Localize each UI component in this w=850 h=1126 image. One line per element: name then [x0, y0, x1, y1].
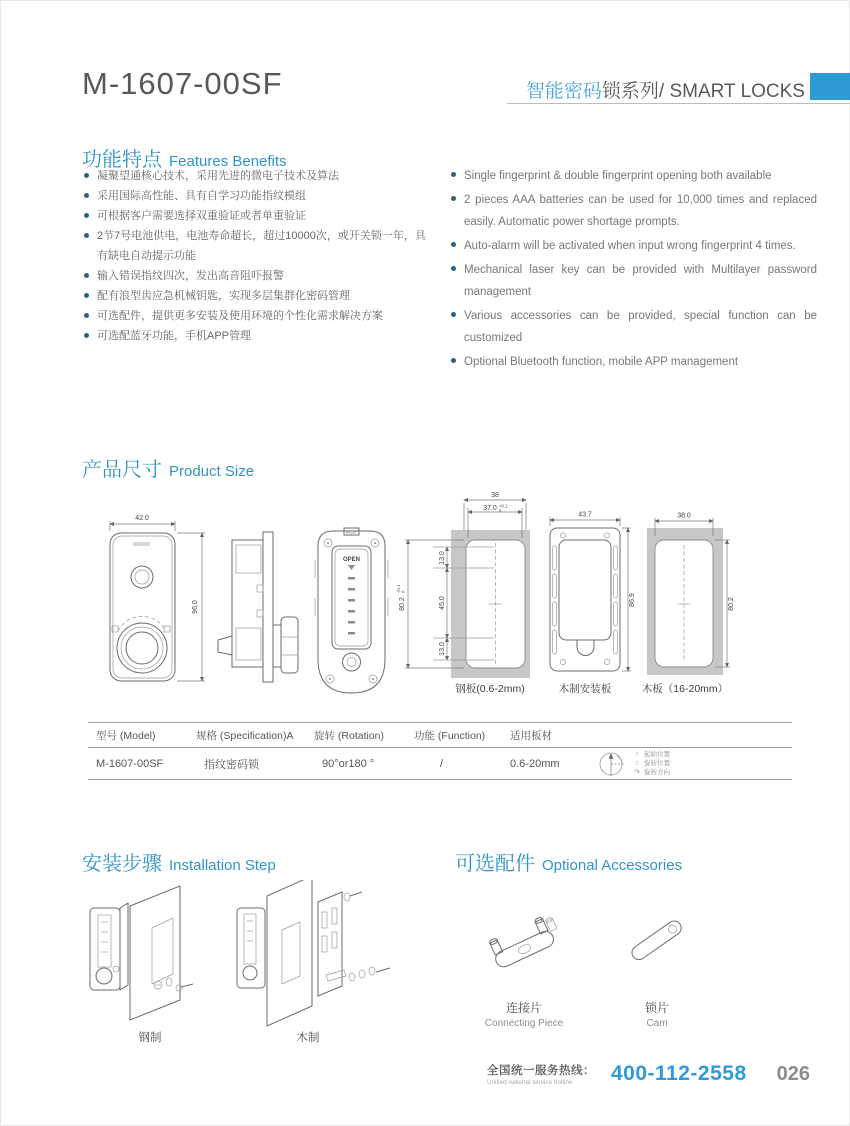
- rotation-legend-items: [633, 750, 670, 777]
- column-header: 旋转 (Rotation): [314, 729, 385, 742]
- steel-install-drawing: [90, 886, 193, 1020]
- list-item: 配有浪型齿应急机械钥匙，实现多层集群化密码管理: [82, 286, 436, 306]
- list-item: 凝聚望通核心技术，采用先进的微电子技术及算法: [82, 166, 436, 186]
- list-item: 2节7号电池供电，电池寿命超长，超过10000次，或开关锁一年，具有缺电自动提示功能: [82, 226, 436, 266]
- legend-item: [633, 768, 670, 777]
- cell-model: M-1607-00SF: [96, 757, 164, 770]
- cam-label-en: Cam: [646, 1018, 668, 1029]
- list-item: Auto-alarm will be activated when input wrong fingerprint 4 times.: [449, 235, 817, 257]
- features-list-en: [449, 165, 817, 375]
- dim-seg-mid: 45.0: [439, 596, 446, 610]
- list-item: 输入错误指纹四次，发出高音阻吓报警: [82, 266, 436, 286]
- rotation-dial-icon: [596, 749, 628, 779]
- cell-material: 0.6-20mm: [510, 757, 560, 770]
- series-title: [526, 76, 805, 103]
- installation-heading-cn: 安装步骤: [82, 853, 162, 875]
- header-accent-box: [810, 73, 850, 100]
- front-view-drawing: [110, 515, 205, 681]
- column-header: 规格 (Specification)A: [196, 729, 294, 742]
- cam-label-cn: 锁片: [644, 1001, 670, 1015]
- brand-mark: [133, 542, 150, 546]
- dim-steel-width: 37.0: [483, 505, 497, 512]
- list-item: Various accessories can be provided, special function can be customized: [449, 305, 817, 349]
- column-header: 型号 (Model): [96, 729, 156, 742]
- steel-install-label: 钢制: [138, 1032, 162, 1044]
- product-size-heading-en: Product Size: [169, 463, 255, 480]
- cam-drawing: [629, 918, 684, 962]
- arrow-up-icon: ↑: [635, 751, 639, 758]
- features-heading-cn: 功能特点: [82, 149, 162, 171]
- footer: [487, 1062, 810, 1086]
- features-list-cn: [82, 166, 436, 346]
- open-label: OPEN: [342, 557, 361, 563]
- rotate-arrow-icon: ↷: [634, 769, 640, 776]
- list-item: 可选配蓝牙功能，手机APP管理: [82, 326, 436, 346]
- list-item: 可选配件，提供更多安装及使用环境的个性化需求解决方案: [82, 306, 436, 326]
- installation-heading-en: Installation Step: [169, 857, 276, 874]
- dim-board-height: 80.2: [728, 597, 735, 611]
- column-header: 功能 (Function): [414, 729, 486, 742]
- dim-seg-bot: 13.0: [439, 642, 446, 656]
- dim-plate-width: 43.7: [578, 511, 592, 519]
- hotline-label-en: Unified national service hotline: [487, 1079, 573, 1086]
- connecting-piece-label-en: Connecting Piece: [484, 1018, 564, 1029]
- steel-plate-label: 钢板(0.6-2mm): [455, 683, 525, 695]
- cell-spec: 指纹密码锁: [204, 758, 259, 771]
- spec-table: [88, 722, 792, 780]
- dim-front-height: 96.0: [192, 600, 199, 614]
- dim-plate-height: 86.9: [629, 593, 636, 607]
- cell-function: /: [440, 757, 444, 770]
- list-item: Mechanical laser key can be provided with Multilayer password management: [449, 259, 817, 303]
- wood-plate-label: 木制安装板: [558, 683, 612, 695]
- wood-board-label: 木板（16-20mm）: [641, 683, 729, 695]
- back-view-drawing: [315, 528, 388, 693]
- column-header: 适用板材: [510, 729, 552, 742]
- table-row: [88, 748, 792, 779]
- dim-tol-plus: +0.1: [396, 584, 401, 593]
- dim-board-width: 38.0: [677, 512, 691, 520]
- wood-mounting-plate-drawing: [550, 512, 636, 696]
- accessories-heading: [455, 847, 682, 876]
- installation-heading: [82, 847, 276, 876]
- rotation-legend: [594, 749, 792, 779]
- side-view-drawing: [218, 532, 298, 682]
- steel-cutout-drawing: [396, 492, 530, 695]
- dim-tol-plus: +0.1: [499, 503, 508, 509]
- series-rest: 锁系列/ SMART LOCKS: [601, 81, 805, 102]
- cell-rotation: 90°or180 °: [322, 757, 375, 770]
- dim-tol-zero: 0: [499, 508, 502, 513]
- installation-drawings: [82, 880, 412, 1048]
- dim-steel-height: 80.2: [399, 597, 406, 611]
- series-highlight: 智能密码: [525, 81, 602, 102]
- features-heading-en: Features Benefits: [169, 153, 287, 170]
- list-item: Optional Bluetooth function, mobile APP management: [449, 351, 817, 373]
- product-size-heading: [82, 453, 254, 482]
- legend-label: 旋转方向: [644, 769, 670, 776]
- header-divider: [507, 103, 850, 104]
- connecting-piece-drawing: [487, 913, 562, 970]
- product-size-drawings: [85, 490, 810, 702]
- list-item: 2 pieces AAA batteries can be used for 10,000 times and replaced easily. Automatic power shortage prompts.: [449, 189, 817, 233]
- legend-item: [633, 759, 670, 768]
- legend-label: 起始位置: [644, 751, 670, 758]
- accessories-drawings: [440, 895, 770, 1035]
- product-size-heading-cn: 产品尺寸: [82, 459, 162, 481]
- spec-table-header-row: [88, 723, 792, 748]
- dim-tol-zero: 0: [400, 590, 406, 593]
- legend-item: [633, 750, 670, 759]
- page-title: M-1607-00SF: [82, 66, 283, 101]
- hotline-label-cn: 全国统一服务热线：: [487, 1065, 595, 1077]
- wood-board-drawing: [642, 513, 735, 696]
- reset-label: RESET: [346, 530, 357, 535]
- dim-steel-outer-width: 38: [491, 492, 499, 499]
- dim-seg-top: 13.0: [439, 551, 446, 565]
- hotline-phone: 400-112-2558: [611, 1062, 747, 1085]
- legend-label: 旋转位置: [644, 760, 670, 767]
- list-item: Single fingerprint & double fingerprint opening both available: [449, 165, 817, 187]
- accessories-heading-cn: 可选配件: [455, 853, 535, 875]
- accessories-heading-en: Optional Accessories: [542, 857, 683, 874]
- wood-install-drawing: [237, 880, 390, 1026]
- dim-front-width: 42.0: [135, 515, 149, 522]
- wood-install-label: 木制: [296, 1032, 320, 1044]
- list-item: 采用国际高性能、具有自学习功能指纹模组: [82, 186, 436, 206]
- page-number: 026: [776, 1062, 810, 1085]
- connecting-piece-label-cn: 连接片: [505, 1001, 543, 1015]
- arrow-up-icon: ↑: [635, 760, 639, 767]
- list-item: 可根据客户需要选择双重验证或者单重验证: [82, 206, 436, 226]
- hotline-block: [487, 1062, 595, 1086]
